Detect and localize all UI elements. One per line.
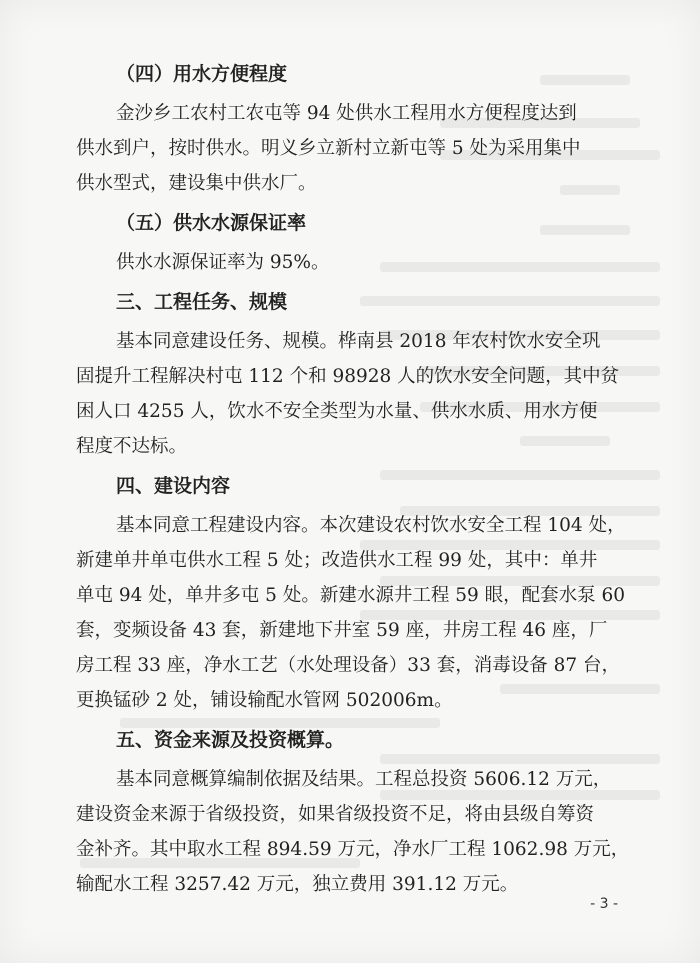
text-line: 更换锰砂 2 处，铺设输配水管网 502006m。 (76, 690, 453, 711)
section-heading: 五、资金来源及投资概算。 (116, 729, 345, 751)
page-number: - 3 - (590, 896, 618, 912)
text-line: 房工程 33 座，净水工艺（水处理设备）33 套，消毒设备 87 台， (76, 655, 621, 676)
text-line: 输配水工程 3257.42 万元，独立费用 391.12 万元。 (76, 874, 519, 895)
text-line: 基本同意工程建设内容。本次建设农村饮水安全工程 104 处， (116, 515, 626, 536)
section-funding-budget (76, 718, 630, 902)
text-line: 供水水源保证率为 95%。 (116, 252, 330, 273)
paragraph (76, 762, 630, 902)
paragraph (76, 324, 620, 464)
document-body (76, 52, 630, 902)
text-line: 基本同意建设任务、规模。桦南县 2018 年农村饮水安全巩 (116, 331, 601, 352)
section-heading: （五）供水水源保证率 (116, 212, 307, 234)
text-line: 套，变频设备 43 套，新建地下井室 59 座，井房工程 46 座，厂 (76, 620, 608, 641)
section-heading: 三、工程任务、规模 (116, 291, 288, 313)
paragraph (76, 96, 616, 201)
section-heading: 四、建设内容 (116, 475, 231, 497)
section-water-source-guarantee (76, 201, 616, 280)
section-project-tasks (76, 280, 620, 464)
paragraph (76, 245, 616, 280)
text-line: 供水型式，建设集中供水厂。 (76, 173, 317, 194)
section-heading: （四）用水方便程度 (116, 63, 288, 85)
paragraph (76, 508, 626, 718)
text-line: 固提升工程解决村屯 112 个和 98928 人的饮水安全问题，其中贫 (76, 366, 620, 387)
text-line: 程度不达标。 (76, 436, 188, 457)
section-water-convenience (76, 52, 616, 201)
section-construction-content (76, 464, 626, 718)
text-line: 供水到户，按时供水。明义乡立新村立新屯等 5 处为采用集中 (76, 138, 581, 159)
text-line: 基本同意概算编制依据及结果。工程总投资 5606.12 万元， (116, 769, 612, 790)
text-line: 金沙乡工农村工农屯等 94 处供水工程用水方便程度达到 (116, 103, 577, 124)
text-line: 金补齐。其中取水工程 894.59 万元，净水厂工程 1062.98 万元， (76, 839, 630, 860)
text-line: 单屯 94 处，单井多屯 5 处。新建水源井工程 59 眼，配套水泵 60 (76, 585, 626, 606)
text-line: 困人口 4255 人，饮水不安全类型为水量、供水水质、用水方便 (76, 401, 598, 422)
text-line: 建设资金来源于省级投资，如果省级投资不足，将由县级自筹资 (76, 804, 595, 825)
text-line: 新建单井单屯供水工程 5 处；改造供水工程 99 处，其中：单井 (76, 550, 598, 571)
